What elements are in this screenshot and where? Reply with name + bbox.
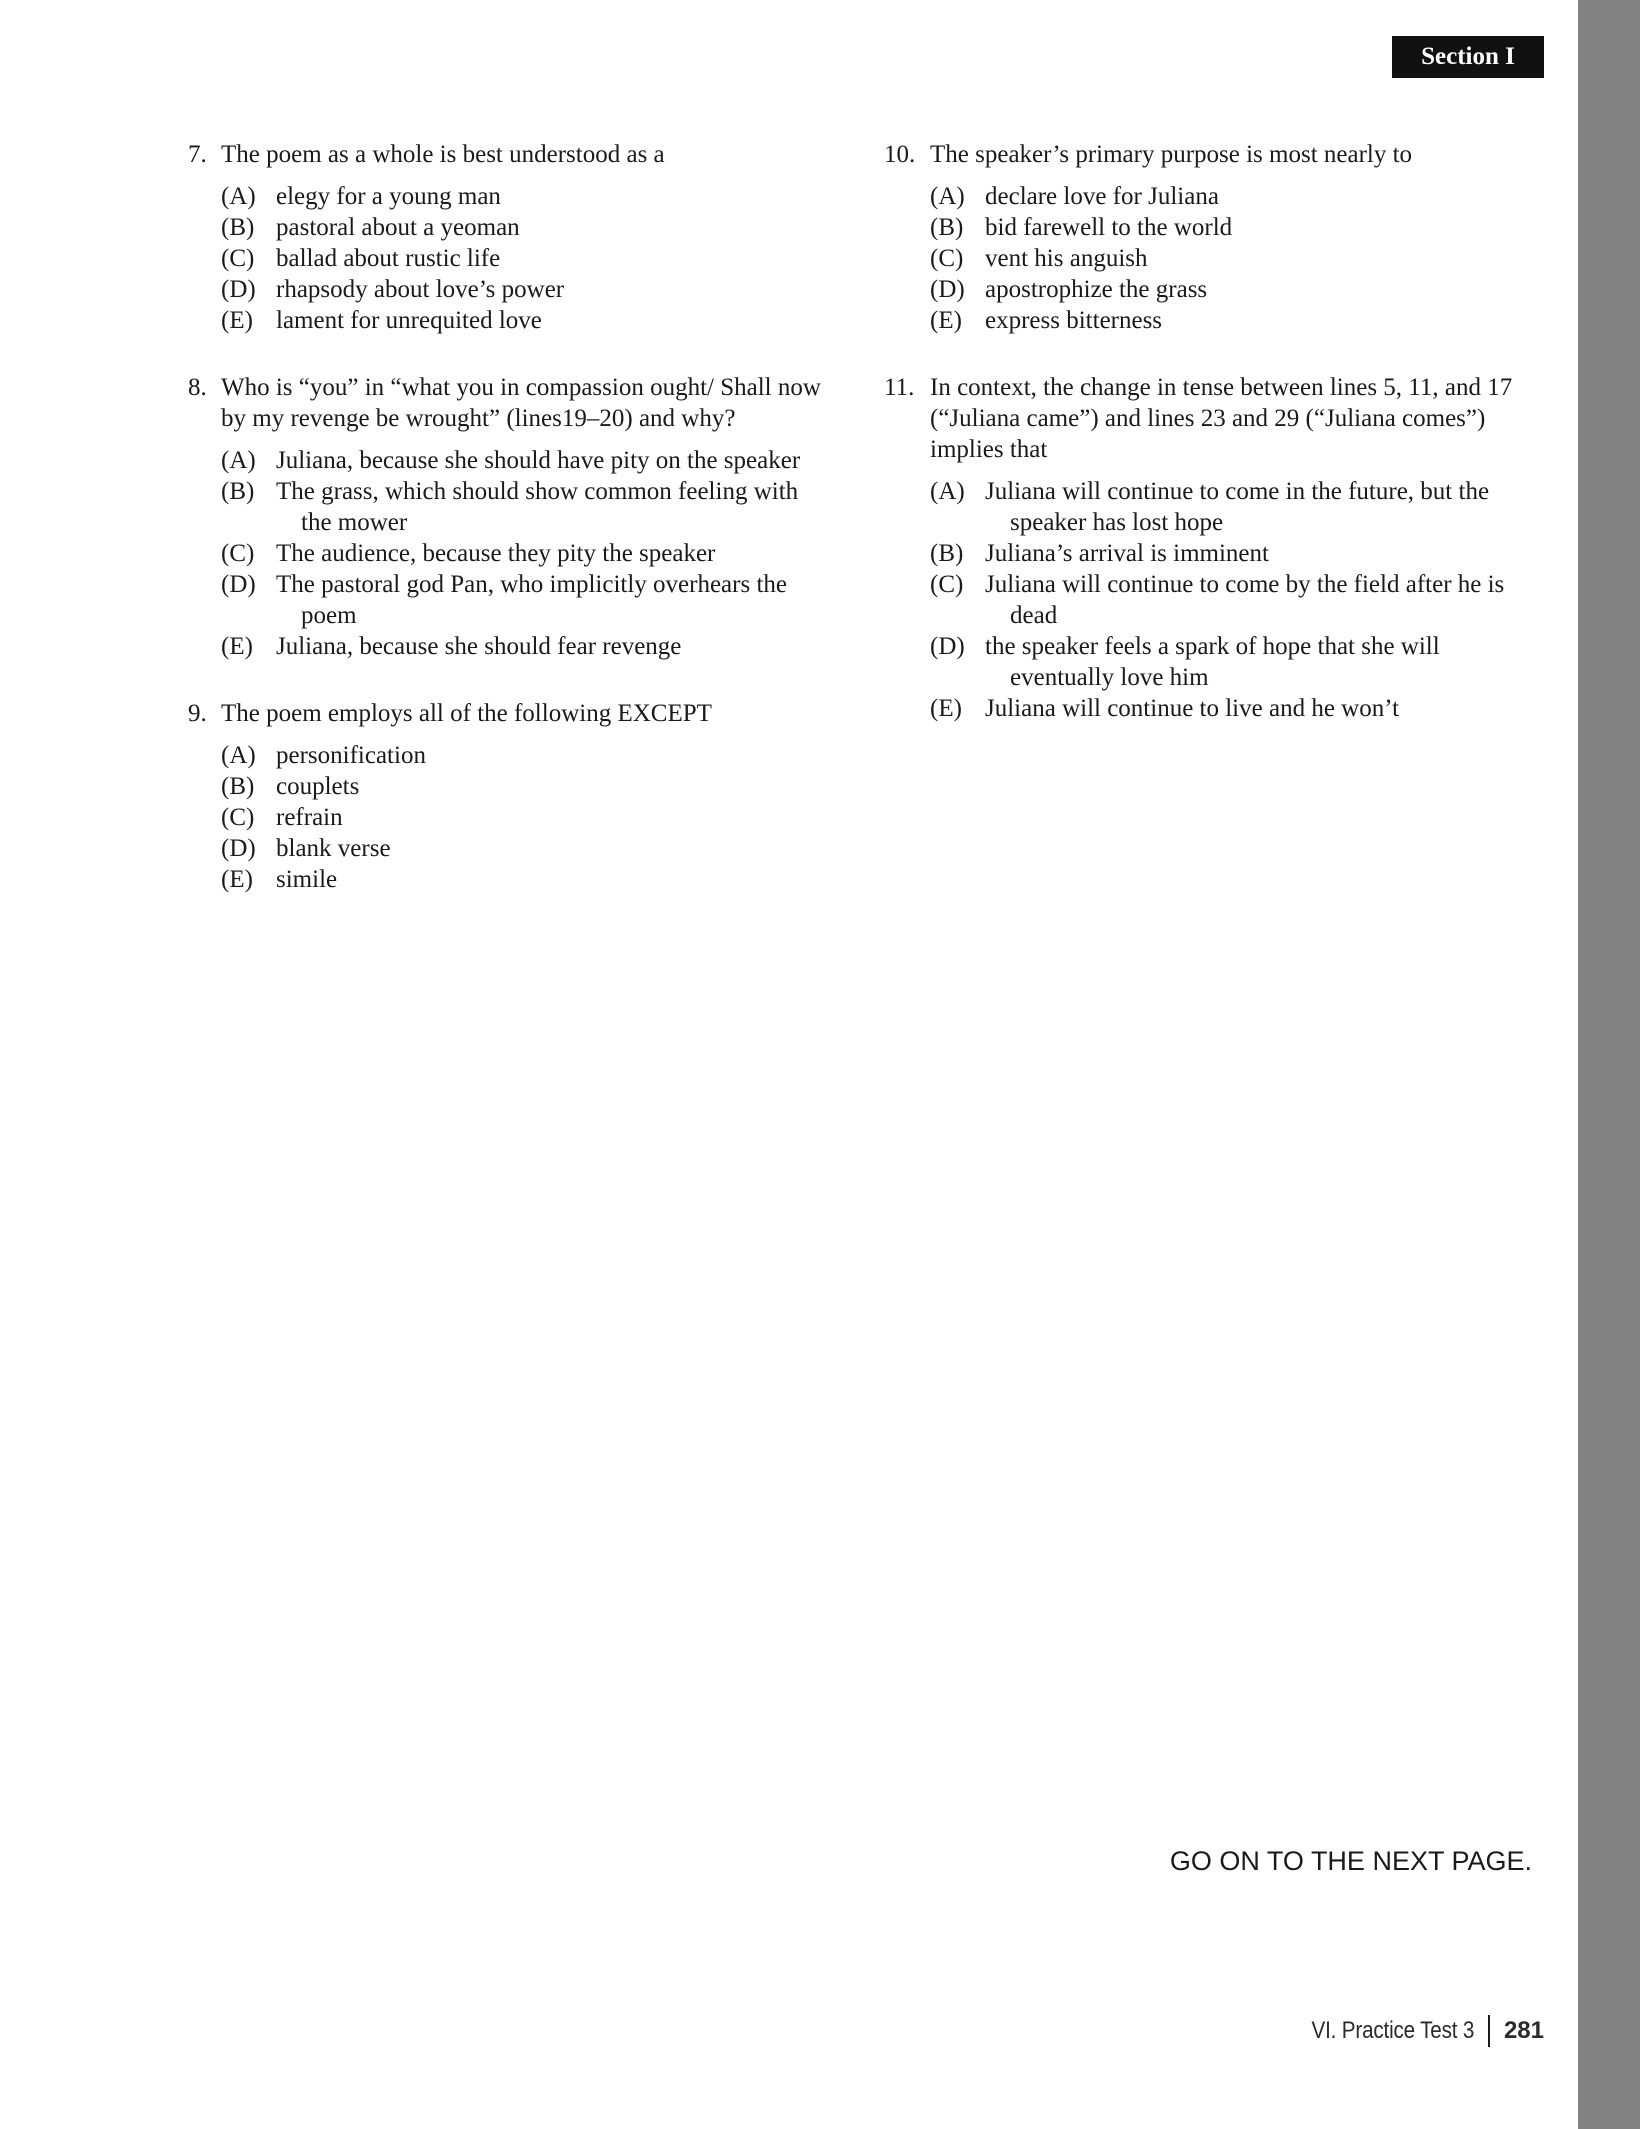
- answer-choice[interactable]: [221, 212, 828, 243]
- choice-text: personification: [276, 742, 426, 769]
- question-text: In context, the change in tense between lines 5, 11, and 17 (“Juliana came”) and lines 23 and 29 (“Juliana comes”) implies that: [930, 374, 1513, 463]
- choice-text: The grass, which should show common feeling with the mower: [276, 478, 799, 536]
- answer-choice[interactable]: [930, 538, 1524, 569]
- choice-letter: (E): [221, 307, 253, 334]
- footer-divider: [1488, 2015, 1490, 2047]
- answer-choice[interactable]: [221, 740, 828, 771]
- answer-choice[interactable]: [930, 569, 1524, 631]
- question-9: [188, 698, 828, 895]
- question-text: The poem as a whole is best understood as a: [221, 141, 665, 168]
- choice-letter: (D): [221, 276, 256, 303]
- answer-choice[interactable]: [930, 181, 1524, 212]
- choice-letter: (D): [221, 571, 256, 598]
- choice-text: the speaker feels a spark of hope that she will eventually love him: [985, 633, 1440, 691]
- choice-letter: (C): [221, 804, 255, 831]
- answer-choices: [884, 181, 1524, 336]
- choice-text: The pastoral god Pan, who implicitly overhears the poem: [276, 571, 787, 629]
- question-11: [884, 372, 1524, 724]
- choice-text: lament for unrequited love: [276, 307, 542, 334]
- question-stem: [188, 698, 828, 729]
- answer-choice[interactable]: [221, 802, 828, 833]
- question-stem: [188, 139, 828, 170]
- answer-choice[interactable]: [930, 243, 1524, 274]
- choice-text: Juliana, because she should fear revenge: [276, 633, 682, 660]
- choice-text: blank verse: [276, 835, 391, 862]
- choice-letter: (A): [221, 447, 256, 474]
- answer-choices: [188, 740, 828, 895]
- side-bar: [1578, 0, 1640, 2129]
- choice-text: bid farewell to the world: [985, 214, 1233, 241]
- answer-choice[interactable]: [221, 476, 828, 538]
- answer-choice[interactable]: [930, 305, 1524, 336]
- answer-choice[interactable]: [221, 181, 828, 212]
- answer-choice[interactable]: [221, 631, 828, 662]
- choice-letter: (D): [930, 276, 965, 303]
- choice-text: rhapsody about love’s power: [276, 276, 565, 303]
- choice-letter: (E): [930, 307, 962, 334]
- question-number: 10.: [884, 141, 916, 168]
- choice-letter: (C): [930, 245, 964, 272]
- answer-choice[interactable]: [221, 445, 828, 476]
- answer-choice[interactable]: [930, 274, 1524, 305]
- choice-letter: (C): [930, 571, 964, 598]
- choice-text: The audience, because they pity the speaker: [276, 540, 716, 567]
- question-text: The poem employs all of the following EXCEPT: [221, 700, 712, 727]
- choice-letter: (C): [221, 540, 255, 567]
- answer-choices: [884, 476, 1524, 724]
- choice-text: Juliana will continue to come in the future, but the speaker has lost hope: [985, 478, 1490, 536]
- question-text: Who is “you” in “what you in compassion ought/ Shall now by my revenge be wrought” (lines19–20) and why?: [221, 374, 821, 432]
- answer-choices: [188, 181, 828, 336]
- question-7: [188, 139, 828, 336]
- choice-letter: (D): [221, 835, 256, 862]
- go-on-instruction: GO ON TO THE NEXT PAGE.: [1169, 1846, 1532, 1876]
- question-number: 8.: [188, 374, 207, 401]
- choice-letter: (B): [930, 540, 964, 567]
- left-column: [188, 139, 828, 895]
- question-number: 9.: [188, 700, 207, 727]
- answer-choice[interactable]: [221, 305, 828, 336]
- choice-letter: (B): [221, 214, 255, 241]
- choice-text: Juliana will continue to live and he won’t: [985, 695, 1400, 722]
- question-number: 7.: [188, 141, 207, 168]
- choice-letter: (E): [221, 633, 253, 660]
- choice-text: Juliana’s arrival is imminent: [985, 540, 1269, 567]
- choice-text: express bitterness: [985, 307, 1163, 334]
- answer-choices: [188, 445, 828, 662]
- choice-letter: (E): [930, 695, 962, 722]
- choice-text: apostrophize the grass: [985, 276, 1208, 303]
- answer-choice[interactable]: [930, 693, 1524, 724]
- choice-letter: (B): [930, 214, 964, 241]
- question-number: 11.: [884, 374, 915, 401]
- choice-text: Juliana, because she should have pity on the speaker: [276, 447, 801, 474]
- right-column: [884, 139, 1524, 724]
- choice-text: elegy for a young man: [276, 183, 501, 210]
- answer-choice[interactable]: [221, 274, 828, 305]
- question-stem: [884, 372, 1524, 465]
- choice-text: simile: [276, 866, 338, 893]
- question-stem: [188, 372, 828, 434]
- answer-choice[interactable]: [930, 476, 1524, 538]
- choice-letter: (C): [221, 245, 255, 272]
- choice-letter: (B): [221, 478, 255, 505]
- question-8: [188, 372, 828, 662]
- answer-choice[interactable]: [930, 631, 1524, 693]
- footer-label: VI. Practice Test 3: [1311, 2017, 1474, 2044]
- page-footer: [1285, 2014, 1544, 2048]
- choice-text: Juliana will continue to come by the field after he is dead: [985, 571, 1505, 629]
- answer-choice[interactable]: [221, 538, 828, 569]
- choice-text: ballad about rustic life: [276, 245, 501, 272]
- answer-choice[interactable]: [221, 771, 828, 802]
- choice-letter: (A): [930, 478, 965, 505]
- choice-letter: (A): [930, 183, 965, 210]
- question-10: [884, 139, 1524, 336]
- choice-text: refrain: [276, 804, 343, 831]
- question-text: The speaker’s primary purpose is most nearly to: [930, 141, 1413, 168]
- choice-text: couplets: [276, 773, 360, 800]
- answer-choice[interactable]: [221, 243, 828, 274]
- choice-text: pastoral about a yeoman: [276, 214, 520, 241]
- section-label: Section I: [1392, 36, 1544, 78]
- choice-text: declare love for Juliana: [985, 183, 1219, 210]
- choice-text: vent his anguish: [985, 245, 1148, 272]
- page-number: 281: [1503, 2017, 1544, 2044]
- answer-choice[interactable]: [221, 864, 828, 895]
- answer-choice[interactable]: [221, 569, 828, 631]
- question-stem: [884, 139, 1524, 170]
- choice-letter: (A): [221, 742, 256, 769]
- answer-choice[interactable]: [930, 212, 1524, 243]
- answer-choice[interactable]: [221, 833, 828, 864]
- choice-letter: (E): [221, 866, 253, 893]
- choice-letter: (B): [221, 773, 255, 800]
- choice-letter: (D): [930, 633, 965, 660]
- choice-letter: (A): [221, 183, 256, 210]
